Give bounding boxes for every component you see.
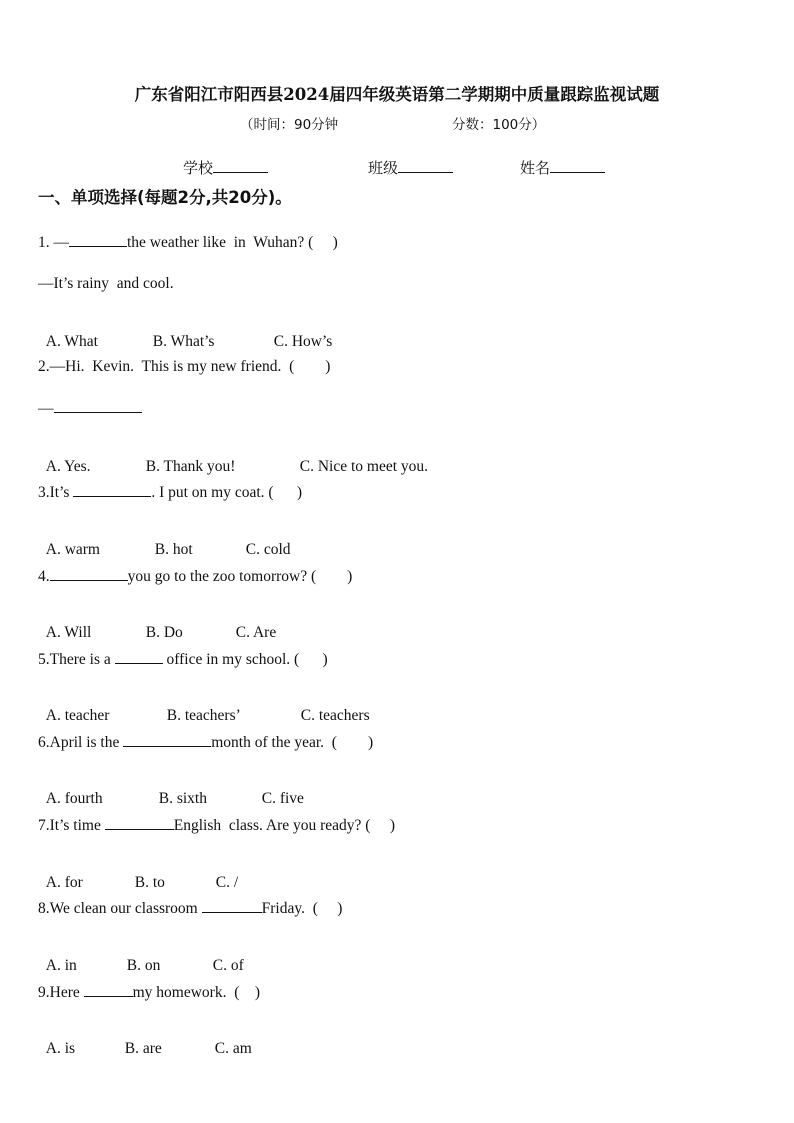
exam-time: （时间：90分钟 — [240, 117, 339, 133]
answer-blank[interactable] — [84, 984, 133, 997]
option-a[interactable]: A. fourth — [45, 789, 103, 807]
option-a[interactable]: A. Yes. — [45, 457, 91, 475]
page-title: 广东省阳江市阳西县2024届四年级英语第二学期期中质量跟踪监视试题 — [134, 85, 660, 104]
question-1 — [38, 234, 338, 251]
option-c[interactable]: C. teachers — [300, 706, 370, 724]
question-7 — [38, 817, 395, 834]
question-text: 3.It’s — [38, 484, 74, 501]
question-text: 4. — [38, 568, 50, 585]
question-5 — [38, 651, 328, 668]
option-c[interactable]: C. cold — [245, 540, 291, 558]
class-label: 班级 — [368, 159, 399, 177]
option-b[interactable]: B. to — [134, 873, 165, 891]
answer-blank[interactable] — [73, 484, 151, 497]
option-b[interactable]: B. on — [126, 956, 161, 974]
question-6-options — [38, 775, 304, 806]
option-b[interactable]: B. sixth — [158, 789, 207, 807]
option-c[interactable]: C. Are — [235, 623, 277, 641]
question-3 — [38, 484, 302, 501]
option-b[interactable]: B. are — [124, 1039, 162, 1057]
dash: — — [38, 400, 54, 417]
option-b[interactable]: B. Thank you! — [145, 457, 236, 475]
question-text: 5.There is a — [38, 651, 115, 668]
question-1-answer-line: —It’s rainy and cool. — [38, 275, 174, 292]
option-a[interactable]: A. warm — [45, 540, 100, 558]
question-2-answer-line — [38, 400, 142, 417]
option-a[interactable]: A. for — [45, 873, 83, 891]
option-c[interactable]: C. of — [212, 956, 244, 974]
question-text: . I put on my coat. ( ) — [151, 484, 302, 501]
question-3-options — [38, 526, 291, 557]
answer-blank[interactable] — [69, 234, 127, 247]
question-2: 2.—Hi. Kevin. This is my new friend. ( ) — [38, 358, 331, 375]
question-text: English class. Are you ready? ( ) — [173, 817, 395, 834]
question-text: 1. — — [38, 234, 69, 251]
answer-blank[interactable] — [50, 568, 128, 581]
option-b[interactable]: B. Do — [145, 623, 183, 641]
question-9-options — [38, 1025, 252, 1056]
answer-blank[interactable] — [105, 817, 174, 830]
question-4 — [38, 568, 352, 585]
question-2-options — [38, 443, 428, 474]
option-b[interactable]: B. teachers’ — [166, 706, 241, 724]
question-text: 6.April is the — [38, 734, 124, 751]
question-7-options — [38, 859, 238, 890]
option-c[interactable]: C. / — [215, 873, 239, 891]
question-8-options — [38, 942, 244, 973]
option-b[interactable]: B. What’s — [152, 332, 215, 350]
question-4-options — [38, 609, 276, 640]
school-label: 学校 — [183, 159, 214, 177]
option-a[interactable]: A. teacher — [45, 706, 110, 724]
school-field[interactable] — [183, 161, 268, 176]
question-5-options — [38, 692, 370, 723]
question-text: 7.It’s time — [38, 817, 105, 834]
class-field[interactable] — [368, 161, 453, 176]
option-a[interactable]: A. in — [45, 956, 77, 974]
option-c[interactable]: C. Nice to meet you. — [299, 457, 429, 475]
exam-score: 分数：100分） — [452, 117, 546, 133]
question-text: office in my school. ( ) — [162, 651, 328, 668]
name-field[interactable] — [520, 161, 605, 176]
class-blank[interactable] — [398, 171, 453, 173]
school-blank[interactable] — [213, 171, 268, 173]
option-a[interactable]: A. is — [45, 1039, 76, 1057]
question-text: my homework. ( ) — [132, 984, 261, 1001]
option-c[interactable]: C. five — [261, 789, 304, 807]
option-a[interactable]: A. Will — [45, 623, 92, 641]
question-text: you go to the zoo tomorrow? ( ) — [127, 568, 353, 585]
answer-blank[interactable] — [115, 651, 163, 664]
question-9 — [38, 984, 260, 1001]
question-text: the weather like in Wuhan? ( ) — [127, 234, 338, 251]
answer-blank[interactable] — [123, 734, 211, 747]
section-heading: 一、单项选择(每题2分,共20分)。 — [38, 188, 292, 207]
name-label: 姓名 — [520, 159, 551, 177]
option-b[interactable]: B. hot — [154, 540, 193, 558]
option-c[interactable]: C. am — [214, 1039, 252, 1057]
question-8 — [38, 900, 342, 917]
question-text: 9.Here — [38, 984, 84, 1001]
answer-blank[interactable] — [202, 900, 262, 913]
answer-blank[interactable] — [54, 400, 142, 413]
question-text: 8.We clean our classroom — [38, 900, 202, 917]
question-text: Friday. ( ) — [261, 900, 343, 917]
question-6 — [38, 734, 373, 751]
name-blank[interactable] — [550, 171, 605, 173]
question-1-options — [38, 318, 332, 349]
question-text: month of the year. ( ) — [211, 734, 374, 751]
option-a[interactable]: A. What — [45, 332, 98, 350]
option-c[interactable]: C. How’s — [273, 332, 333, 350]
